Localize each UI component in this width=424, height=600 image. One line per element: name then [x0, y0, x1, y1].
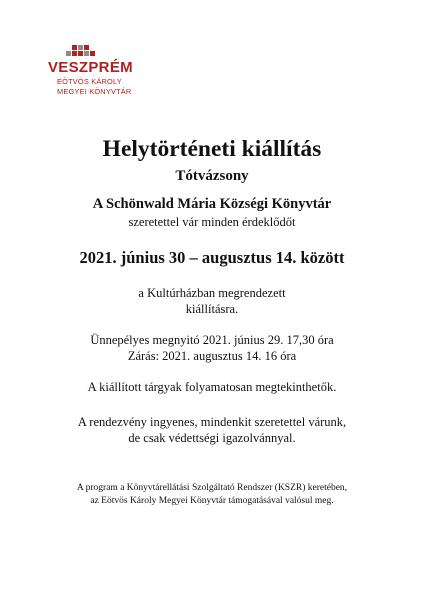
- free-entry-line1: A rendezvény ingyenes, mindenkit szeretettel várunk,: [77, 415, 347, 429]
- host-library: A Schönwald Mária Községi Könyvtár: [92, 196, 332, 212]
- exhibition-dates: 2021. június 30 – augusztus 14. között: [79, 248, 345, 267]
- logo-brand: VESZPRÉM: [48, 59, 133, 76]
- invite-text: szeretettel vár minden érdeklődőt: [128, 215, 296, 229]
- logo-squares-icon: [58, 44, 108, 60]
- closing-time: Zárás: 2021. augusztus 14. 16 óra: [127, 349, 297, 363]
- venue-line2: kiállításra.: [185, 302, 239, 316]
- library-logo: [48, 44, 158, 104]
- poster-title: Helytörténeti kiállítás: [102, 136, 322, 162]
- poster-place: Tótvázsony: [175, 168, 249, 184]
- logo-subtitle-line1: EÖTVÖS KÁROLY: [57, 77, 122, 86]
- free-entry-line2: de csak védettségi igazolvánnyal.: [128, 431, 296, 445]
- logo-subtitle-line2: MEGYEI KÖNYVTÁR: [57, 87, 132, 96]
- viewable-note: A kiállított tárgyak folyamatosan megtekinthetők.: [87, 380, 337, 394]
- opening-time: Ünnepélyes megnyitó 2021. június 29. 17,30 óra: [90, 333, 334, 347]
- venue-line1: a Kultúrházban megrendezett: [138, 286, 286, 300]
- footer-line1: A program a Könyvtárellátási Szolgáltató Rendszer (KSZR) keretében,: [76, 483, 348, 493]
- footer-line2: az Eötvös Károly Megyei Könyvtár támogatásával valósul meg.: [90, 496, 334, 506]
